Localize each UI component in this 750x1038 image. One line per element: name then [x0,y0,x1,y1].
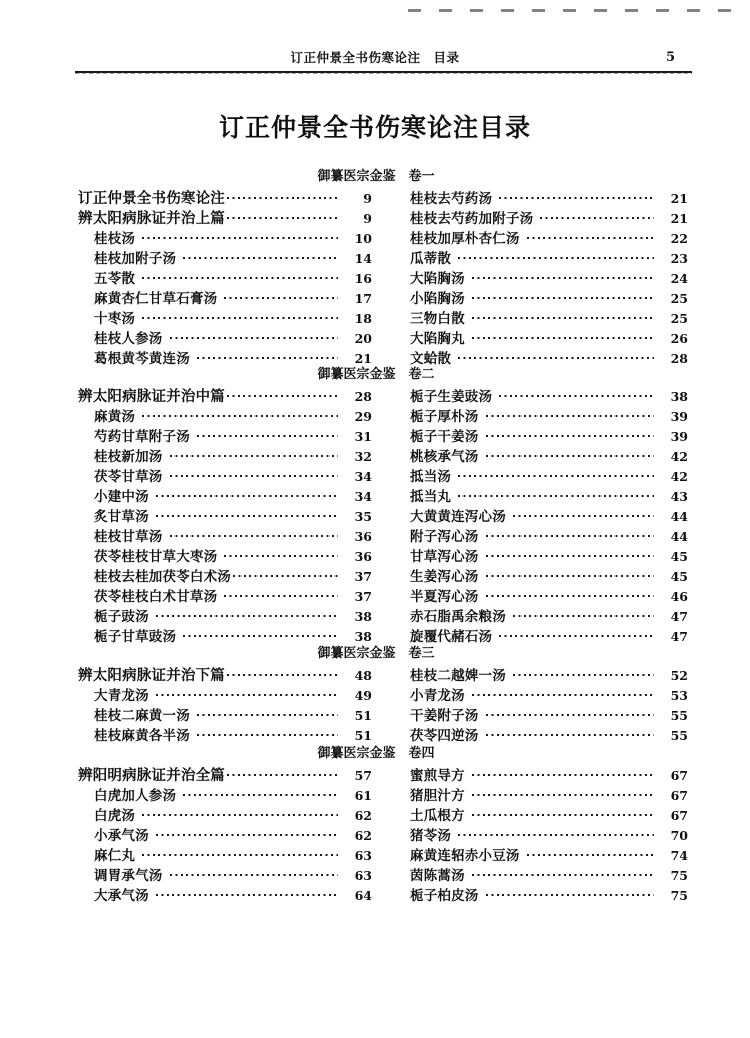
toc-entry-label: 桂枝去芍药加附子汤 [410,211,534,227]
toc-entry-page-number: 21 [354,351,372,366]
toc-column-left [60,387,376,647]
toc-entry-page-number: 67 [670,808,688,823]
toc-entry-label: 桂枝二越婢一汤 [410,668,506,684]
toc-column-left [60,766,376,906]
toc-entry-label: 附子泻心汤 [410,529,479,545]
dot-leader [227,387,338,401]
page-number: 5 [665,50,675,65]
toc-entry-label: 小陷胸汤 [410,291,465,307]
toc-entry-label: 桂枝加厚朴杏仁汤 [410,231,520,247]
toc-section-juan-4 [60,745,692,906]
dot-leader [486,547,655,561]
toc-entry-page-number: 16 [354,271,372,286]
toc-entry-label: 十枣汤 [94,311,136,327]
dot-leader [227,766,338,780]
toc-entry-page-number: 14 [354,251,372,266]
dot-leader [170,527,339,541]
toc-entry[interactable] [376,447,692,467]
toc-entry[interactable] [60,309,376,329]
toc-entry[interactable] [60,846,376,866]
toc-entry-label: 大陷胸丸 [410,331,465,347]
toc-entry-page-number: 74 [670,848,688,863]
toc-entry-page-number: 38 [354,629,372,644]
toc-entry-page-number: 24 [670,271,688,286]
dot-leader [197,706,338,720]
toc-entry[interactable] [376,567,692,587]
toc-column-left [60,189,376,369]
dot-leader [183,627,338,641]
toc-entry-page-number: 35 [354,509,372,524]
toc-entry[interactable] [60,706,376,726]
dot-leader [156,487,338,501]
toc-entry-label: 白虎汤 [94,808,136,824]
toc-entry-label: 桂枝加附子汤 [94,251,177,267]
dot-leader [472,766,654,780]
toc-entry-label: 桂枝人参汤 [94,331,163,347]
toc-entry[interactable] [376,806,692,826]
dot-leader [458,249,654,263]
toc-entry[interactable] [60,607,376,627]
toc-entry-label: 文蛤散 [410,351,452,367]
section-heading: 御纂医宗金鉴 卷四 [317,746,435,761]
toc-entry-page-number: 38 [354,609,372,624]
toc-entry-page-number: 21 [670,211,688,226]
toc-entry[interactable] [376,666,692,686]
toc-entry-page-number: 75 [670,888,688,903]
toc-entry[interactable] [60,427,376,447]
dot-leader [472,329,654,343]
dot-leader [499,627,654,641]
toc-entry[interactable] [376,189,692,209]
toc-entry-label: 炙甘草汤 [94,509,149,525]
toc-entry-label: 辨太阳病脉证并治上篇 [78,211,225,227]
dot-leader [472,866,654,880]
toc-entry[interactable] [60,507,376,527]
toc-entry[interactable] [376,309,692,329]
toc-entry-page-number: 9 [363,211,372,226]
toc-entry-page-number: 28 [670,351,688,366]
toc-entry-label: 栀子豉汤 [94,609,149,625]
toc-entry-label: 抵当丸 [410,489,452,505]
toc-entry-page-number: 44 [670,529,688,544]
section-columns [60,766,692,906]
toc-entry-label: 桂枝去芍药汤 [410,191,493,207]
section-heading: 御纂医宗金鉴 卷三 [317,646,435,661]
toc-entry[interactable] [60,547,376,567]
dot-leader [156,826,338,840]
toc-entry[interactable] [376,467,692,487]
toc-entry-page-number: 36 [354,549,372,564]
toc-entry-page-number: 49 [354,688,372,703]
section-heading: 御纂医宗金鉴 卷二 [317,367,435,382]
toc-entry[interactable] [376,866,692,886]
toc-entry[interactable] [60,886,376,906]
toc-entry-label: 半夏泻心汤 [410,589,479,605]
toc-entry-label: 辨阳明病脉证并治全篇 [78,768,225,784]
toc-entry-page-number: 39 [670,429,688,444]
toc-entry-page-number: 39 [670,409,688,424]
dot-leader [197,427,338,441]
toc-entry-page-number: 37 [354,569,372,584]
dot-leader [170,866,339,880]
dot-leader [170,467,339,481]
toc-entry-page-number: 32 [354,449,372,464]
toc-entry-label: 大承气汤 [94,888,149,904]
toc-entry[interactable] [60,209,376,229]
dot-leader [197,349,338,363]
toc-entry-label: 三物白散 [410,311,465,327]
toc-entry[interactable] [376,686,692,706]
toc-entry-label: 干姜附子汤 [410,708,479,724]
toc-entry-page-number: 55 [670,728,688,743]
toc-entry[interactable] [60,269,376,289]
toc-entry[interactable] [376,726,692,746]
toc-entry-label: 芍药甘草附子汤 [94,429,190,445]
toc-entry-page-number: 67 [670,768,688,783]
section-columns [60,387,692,647]
dot-leader [513,666,654,680]
toc-entry-label: 麻黄杏仁甘草石膏汤 [94,291,218,307]
toc-entry[interactable] [60,407,376,427]
dot-leader [156,607,338,621]
dot-leader [142,407,338,421]
toc-entry-page-number: 47 [670,609,688,624]
dot-leader [156,886,338,900]
dot-leader [170,447,339,461]
toc-entry[interactable] [376,627,692,647]
toc-entry-page-number: 63 [354,848,372,863]
toc-entry[interactable] [376,587,692,607]
dot-leader [183,249,338,263]
dot-leader [486,447,655,461]
toc-entry-label: 桂枝新加汤 [94,449,163,465]
dot-leader [156,507,338,521]
toc-entry-page-number: 70 [670,828,688,843]
toc-entry-label: 茯苓桂枝甘草大枣汤 [94,549,218,565]
toc-entry-label: 小承气汤 [94,828,149,844]
dot-leader [197,726,338,740]
dot-leader [156,686,338,700]
toc-entry-label: 栀子柏皮汤 [410,888,479,904]
dot-leader [513,507,654,521]
toc-entry-page-number: 61 [354,788,372,803]
toc-entry[interactable] [376,487,692,507]
toc-entry[interactable] [60,289,376,309]
toc-entry-label: 桂枝汤 [94,231,136,247]
toc-entry-label: 桂枝二麻黄一汤 [94,708,190,724]
toc-entry-label: 葛根黄芩黄连汤 [94,351,190,367]
dot-leader [142,806,338,820]
dot-leader [486,587,655,601]
toc-entry-label: 抵当汤 [410,469,452,485]
dot-leader [527,229,654,243]
dot-leader [142,846,338,860]
toc-entry[interactable] [376,527,692,547]
toc-entry-label: 茯苓四逆汤 [410,728,479,744]
toc-section-juan-1 [60,168,692,369]
toc-entry-page-number: 36 [354,529,372,544]
toc-entry-page-number: 45 [670,569,688,584]
running-head-title: 订正仲景全书伤寒论注 目录 [290,50,460,65]
toc-entry-page-number: 26 [670,331,688,346]
dot-leader [458,487,654,501]
toc-entry-label: 瓜蒂散 [410,251,452,267]
toc-entry[interactable] [376,706,692,726]
toc-entry-page-number: 45 [670,549,688,564]
toc-entry-page-number: 42 [670,469,688,484]
toc-entry-label: 旋覆代赭石汤 [410,629,493,645]
dot-leader [142,269,338,283]
toc-entry[interactable] [60,487,376,507]
toc-entry-label: 麻黄连轺赤小豆汤 [410,848,520,864]
toc-entry-page-number: 34 [354,469,372,484]
toc-entry-page-number: 55 [670,708,688,723]
dot-leader [472,289,654,303]
toc-entry[interactable] [60,666,376,686]
toc-column-right [376,387,692,647]
dot-leader [458,349,654,363]
toc-entry-page-number: 42 [670,449,688,464]
toc-entry[interactable] [376,289,692,309]
toc-entry-page-number: 28 [354,389,372,404]
toc-entry-label: 大黄黄连泻心汤 [410,509,506,525]
dot-leader [513,607,654,621]
toc-entry[interactable] [60,786,376,806]
dot-leader [499,189,654,203]
toc-entry-label: 茯苓桂枝白术甘草汤 [94,589,218,605]
dot-leader [527,846,654,860]
dot-leader [224,289,338,303]
toc-entry[interactable] [60,229,376,249]
running-head [75,50,675,72]
scan-artifact-dashed-line [408,9,743,12]
toc-entry-label: 辨太阳病脉证并治中篇 [78,389,225,405]
toc-entry-page-number: 21 [670,191,688,206]
toc-entry-page-number: 57 [354,768,372,783]
toc-entry-label: 调胃承气汤 [94,868,163,884]
dot-leader [458,467,654,481]
dot-leader [486,527,655,541]
toc-entry[interactable] [376,547,692,567]
toc-entry-label: 茯苓甘草汤 [94,469,163,485]
toc-entry[interactable] [376,786,692,806]
toc-entry-page-number: 29 [354,409,372,424]
toc-entry-label: 蜜煎导方 [410,768,465,784]
toc-entry-label: 土瓜根方 [410,808,465,824]
toc-entry-page-number: 17 [354,291,372,306]
toc-entry[interactable] [60,826,376,846]
toc-entry-label: 桃核承气汤 [410,449,479,465]
toc-entry-page-number: 53 [670,688,688,703]
page-title: 订正仲景全书伤寒论注目录 [218,113,531,142]
toc-entry[interactable] [376,846,692,866]
toc-entry-page-number: 34 [354,489,372,504]
toc-entry-label: 五苓散 [94,271,136,287]
toc-entry-label: 猪苓汤 [410,828,452,844]
toc-entry-label: 猪胆汁方 [410,788,465,804]
section-columns [60,189,692,369]
toc-entry[interactable] [376,427,692,447]
running-head-rule [75,71,692,73]
toc-entry-page-number: 47 [670,629,688,644]
toc-entry-page-number: 62 [354,828,372,843]
toc-entry-page-number: 38 [670,389,688,404]
dot-leader [486,427,655,441]
toc-entry-page-number: 52 [670,668,688,683]
toc-entry[interactable] [376,607,692,627]
dot-leader [472,309,654,323]
dot-leader [170,329,339,343]
toc-entry-page-number: 51 [354,728,372,743]
dot-leader [233,567,338,581]
toc-entry[interactable] [60,766,376,786]
toc-entry[interactable] [60,686,376,706]
toc-column-right [376,189,692,369]
toc-column-right [376,666,692,746]
toc-entry-label: 大青龙汤 [94,688,149,704]
toc-entry-label: 桂枝去桂加茯苓白术汤 [94,569,231,585]
toc-entry-label: 桂枝麻黄各半汤 [94,728,190,744]
dot-leader [224,587,338,601]
toc-entry[interactable] [376,249,692,269]
dot-leader [227,189,338,203]
toc-entry[interactable] [376,766,692,786]
toc-entry-label: 订正仲景全书伤寒论注 [78,191,225,207]
toc-entry-label: 小建中汤 [94,489,149,505]
dot-leader [472,806,654,820]
toc-entry[interactable] [60,447,376,467]
dot-leader [458,826,654,840]
dot-leader [499,387,654,401]
toc-entry[interactable] [60,387,376,407]
toc-entry[interactable] [60,467,376,487]
dot-leader [183,786,338,800]
toc-entry-page-number: 10 [354,231,372,246]
toc-section-juan-3 [60,645,692,746]
toc-entry-page-number: 51 [354,708,372,723]
toc-entry[interactable] [60,189,376,209]
toc-entry-page-number: 62 [354,808,372,823]
dot-leader [486,886,655,900]
dot-leader [227,209,338,223]
toc-entry-page-number: 64 [354,888,372,903]
toc-entry[interactable] [60,726,376,746]
toc-entry-label: 赤石脂禹余粮汤 [410,609,506,625]
toc-entry-label: 栀子生姜豉汤 [410,389,493,405]
toc-entry-page-number: 75 [670,868,688,883]
dot-leader [540,209,654,223]
toc-entry[interactable] [376,507,692,527]
toc-entry-label: 栀子甘草豉汤 [94,629,177,645]
toc-entry[interactable] [60,587,376,607]
toc-entry[interactable] [376,329,692,349]
toc-entry-label: 茵陈蒿汤 [410,868,465,884]
toc-entry-page-number: 20 [354,331,372,346]
toc-column-right [376,766,692,906]
toc-entry[interactable] [60,249,376,269]
toc-entry-page-number: 25 [670,311,688,326]
dot-leader [472,786,654,800]
toc-entry-label: 辨太阳病脉证并治下篇 [78,668,225,684]
toc-entry-page-number: 44 [670,509,688,524]
toc-section-juan-2 [60,366,692,647]
toc-entry-page-number: 48 [354,668,372,683]
toc-entry-page-number: 43 [670,489,688,504]
toc-entry[interactable] [60,866,376,886]
toc-entry-page-number: 25 [670,291,688,306]
toc-entry-page-number: 23 [670,251,688,266]
toc-entry-page-number: 37 [354,589,372,604]
dot-leader [472,686,654,700]
dot-leader [142,309,338,323]
toc-entry-label: 生姜泻心汤 [410,569,479,585]
toc-entry[interactable] [60,567,376,587]
toc-entry-label: 白虎加人参汤 [94,788,177,804]
toc-entry[interactable] [376,886,692,906]
toc-entry-label: 小青龙汤 [410,688,465,704]
section-columns [60,666,692,746]
toc-entry-label: 栀子厚朴汤 [410,409,479,425]
dot-leader [486,706,655,720]
toc-entry[interactable] [376,269,692,289]
dot-leader [227,666,338,680]
dot-leader [224,547,338,561]
toc-entry-page-number: 31 [354,429,372,444]
toc-entry-page-number: 46 [670,589,688,604]
toc-entry-label: 大陷胸汤 [410,271,465,287]
dot-leader [486,567,655,581]
toc-entry-label: 麻仁丸 [94,848,136,864]
toc-entry[interactable] [376,229,692,249]
toc-entry[interactable] [60,329,376,349]
dot-leader [486,726,655,740]
toc-entry-label: 栀子干姜汤 [410,429,479,445]
toc-entry-page-number: 22 [670,231,688,246]
toc-entry[interactable] [60,527,376,547]
toc-entry[interactable] [376,387,692,407]
dot-leader [472,269,654,283]
dot-leader [486,407,655,421]
toc-entry[interactable] [376,209,692,229]
toc-entry-page-number: 63 [354,868,372,883]
toc-entry-label: 桂枝甘草汤 [94,529,163,545]
toc-entry[interactable] [376,826,692,846]
toc-entry[interactable] [376,407,692,427]
toc-entry-label: 甘草泻心汤 [410,549,479,565]
dot-leader [142,229,338,243]
toc-entry[interactable] [60,806,376,826]
toc-entry-page-number: 67 [670,788,688,803]
toc-entry-page-number: 9 [363,191,372,206]
toc-entry-page-number: 18 [354,311,372,326]
toc-entry[interactable] [60,627,376,647]
toc-entry-label: 麻黄汤 [94,409,136,425]
toc-column-left [60,666,376,746]
section-heading: 御纂医宗金鉴 卷一 [317,169,435,184]
